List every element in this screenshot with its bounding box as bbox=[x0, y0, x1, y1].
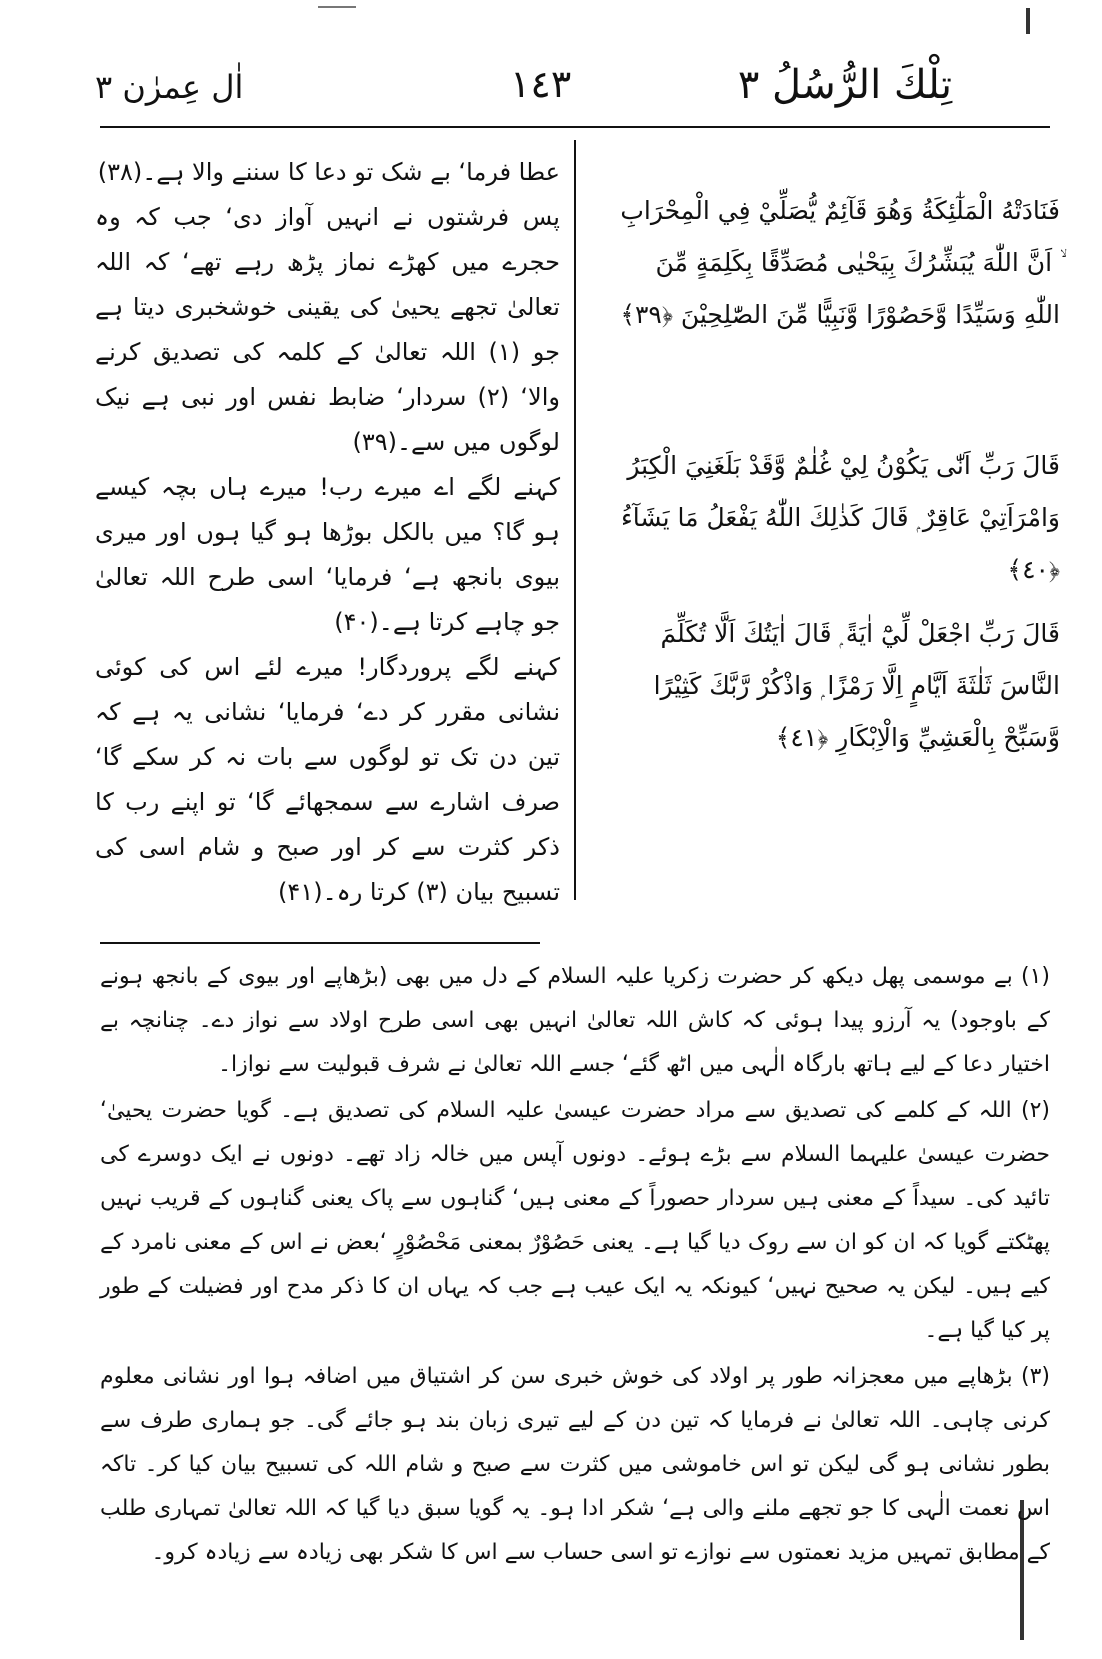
arabic-verse: قَالَ رَبِّ اجْعَلْ لِّيْٓ اٰيَةً ۭ قَالَ اٰيَتُكَ اَلَّا تُكَلِّمَ النَّاسَ ثَلٰثَةَ اَيَّامٍ اِلَّا رَمْزًا ۭ وَاذْكُرْ رَّبَّكَ كَثِيْرًا وَّسَبِّحْ بِالْعَشِيِّ وَالْاِبْكَارِ ﴿٤١﴾ bbox=[653, 619, 1060, 752]
page-number: ١٤٣ bbox=[510, 62, 572, 106]
footnotes bbox=[100, 955, 1050, 1577]
arabic-verse: فَنَادَتْهُ الْمَلٰٓئِكَةُ وَهُوَ قَآئِمٌ يُّصَلِّيْ فِي الْمِحْرَابِ ۙ اَنَّ اللّٰهَ يُبَشِّرُكَ بِيَحْيٰى مُصَدِّقًا بِكَلِمَةٍ مِّنَ اللّٰهِ وَسَيِّدًا وَّحَصُوْرًا وَّنَبِيًّا مِّنَ الصّٰلِحِيْنَ ﴿٣٩﴾ bbox=[620, 196, 1060, 329]
surah-title: اٰل عِمرٰن ٣ bbox=[95, 68, 244, 106]
translation-para: کہنے لگے پروردگار! میرے لئے اس کی کوئی نشانی مقرر کر دے‘ فرمایا‘ نشانی یہ ہے کہ تین دن تک تو لوگوں سے بات نہ کر سکے گا‘ صرف اشارے سے سمجھائے گا‘ تو اپنے رب کا ذکر کثرت سے کر اور صبح و شام اسی کی تسبیح بیان (۳) کرتا رہ۔(۴۱) bbox=[95, 653, 560, 906]
translation-para: پس فرشتوں نے انہیں آواز دی‘ جب کہ وہ حجرے میں کھڑے نماز پڑھ رہے تھے‘ کہ اللہ تعالیٰ تجھے یحییٰ کی یقینی خوشخبری دیتا ہے جو (۱) اللہ تعالیٰ کے کلمہ کی تصدیق کرنے والا‘ (۲) سردار‘ ضابط نفس اور نبی ہے نیک لوگوں میں سے۔(۳۹) bbox=[95, 203, 560, 456]
footnote: (۲) اللہ کے کلمے کی تصدیق سے مراد حضرت عیسیٰ علیہ السلام کی تصدیق ہے۔ گویا حضرت یحییٰ‘ حضرت عیسیٰ علیہما السلام سے بڑے ہوئے۔ دونوں آپس میں خالہ زاد تھے۔ دونوں نے ایک دوسرے کی تائید کی۔ سیداً کے معنی ہیں سردار حصوراً کے معنی ہیں‘ گناہوں سے پاک یعنی گناہوں کے قریب نہیں پھٹکتے گویا کہ ان کو ان سے روک دیا گیا ہے۔ یعنی حَصُوْرٌ بمعنی مَحْصُوْرٍ ‘بعض نے اس کے معنی نامرد کے کیے ہیں۔ لیکن یہ صحیح نہیں‘ کیونکہ یہ ایک عیب ہے جب کہ یہاں ان کا ذکر مدح اور فضیلت کے طور پر کیا گیا ہے۔ bbox=[100, 1098, 1050, 1343]
header-rule bbox=[100, 126, 1050, 128]
column-divider bbox=[574, 140, 576, 900]
translation-para: کہنے لگے اے میرے رب! میرے ہاں بچہ کیسے ہو گا؟ میں بالکل بوڑھا ہو گیا ہوں اور میری بیوی بانجھ ہے‘ فرمایا‘ اسی طرح اللہ تعالیٰ جو چاہے کرتا ہے۔(۴۰) bbox=[95, 473, 560, 636]
urdu-translation bbox=[95, 150, 560, 915]
translation-para: عطا فرما‘ بے شک تو دعا کا سننے والا ہے۔(۳۸) bbox=[97, 158, 560, 186]
footnote: (۳) بڑھاپے میں معجزانہ طور پر اولاد کی خوش خبری سن کر اشتیاق میں اضافہ ہوا اور نشانی معلوم کرنی چاہی۔ اللہ تعالیٰ نے فرمایا کہ تین دن کے لیے تیری زبان بند ہو جائے گی۔ جو ہماری طرف سے بطور نشانی ہو گی لیکن تو اس خاموشی میں کثرت سے صبح و شام اللہ کی تسبیح بیان کیا کر۔ تاکہ اس نعمت الٰہی کا جو تجھے ملنے والی ہے‘ شکر ادا ہو۔ یہ گویا سبق دیا گیا کہ اللہ تعالیٰ تمہاری طلب کے مطابق تمہیں مزید نعمتوں سے نوازے تو اسی حساب سے اس کا شکر بھی زیادہ سے زیادہ کرو۔ bbox=[100, 1364, 1050, 1565]
footnote-rule bbox=[100, 942, 540, 944]
scan-mark-right bbox=[1026, 8, 1030, 34]
arabic-verse: قَالَ رَبِّ اَنّٰى يَكُوْنُ لِيْ غُلٰمٌ وَّقَدْ بَلَغَنِيَ الْكِبَرُ وَامْرَاَتِيْ عَاقِرٌ ۭ قَالَ كَذٰلِكَ اللّٰهُ يَفْعَلُ مَا يَشَآءُ ﴿٤٠﴾ bbox=[620, 451, 1060, 584]
footnote: (۱) بے موسمی پھل دیکھ کر حضرت زکریا علیہ السلام کے دل میں بھی (بڑھاپے اور بیوی کے بانجھ ہونے کے باوجود) یہ آرزو پیدا ہوئی کہ کاش اللہ تعالیٰ انہیں بھی اسی طرح اولاد سے نواز دے۔ چنانچہ بے اختیار دعا کے لیے ہاتھ بارگاہ الٰہی میں اٹھ گئے‘ جسے اللہ تعالیٰ نے شرف قبولیت سے نوازا۔ bbox=[100, 964, 1050, 1077]
scan-mark-top bbox=[318, 6, 356, 8]
para-title: تِلْكَ الرُّسُلُ ٣ bbox=[737, 62, 952, 108]
